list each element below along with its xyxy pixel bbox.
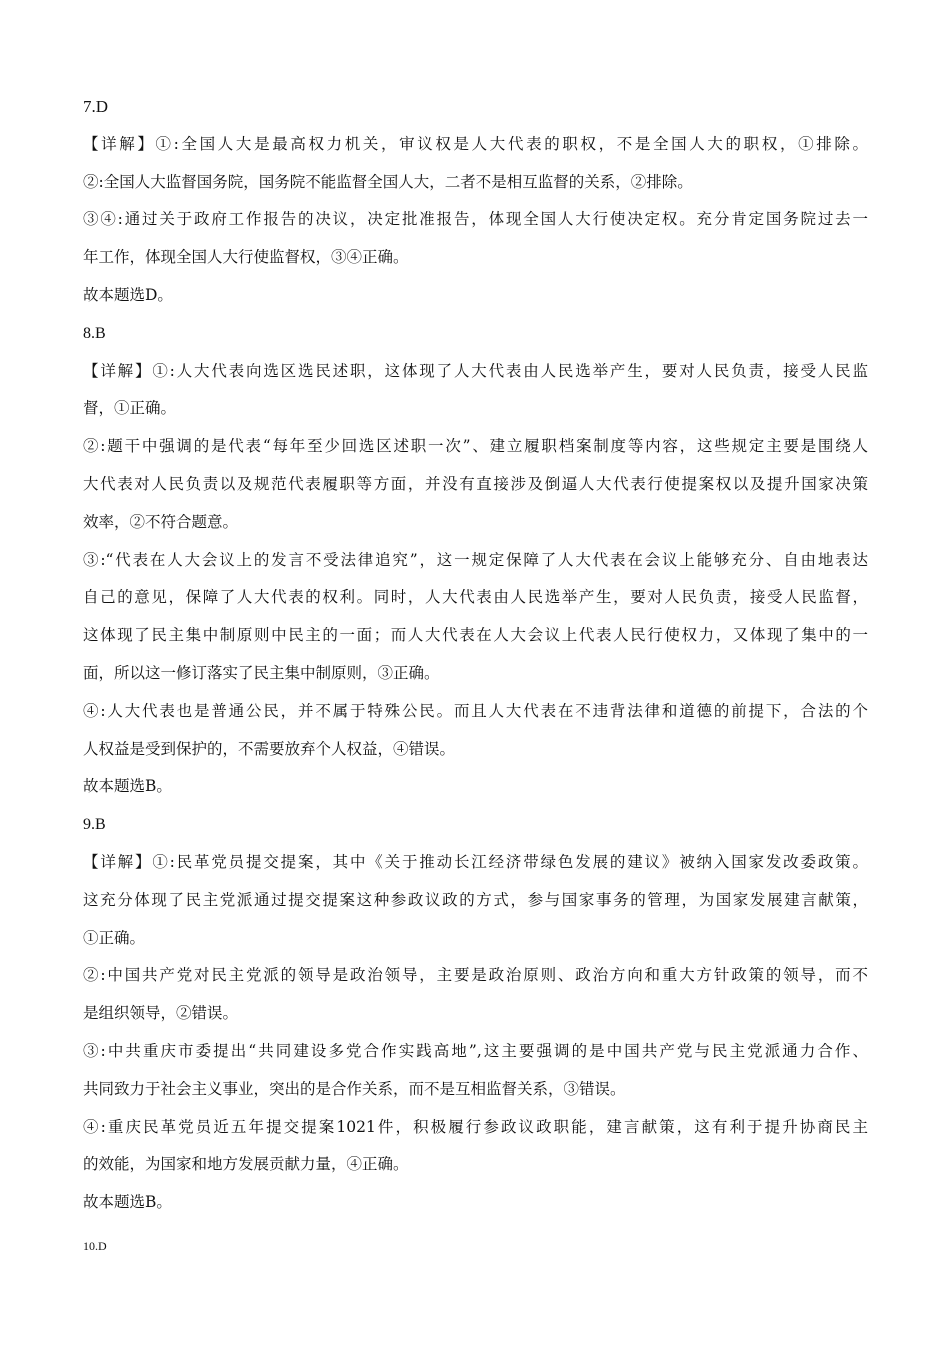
- question-9-conclusion: 故本题选B。: [83, 1193, 172, 1212]
- question-8-block: [83, 315, 868, 806]
- question-9-line-1: 【详解】①:民革党员提交提案，其中《关于推动长江经济带绿色发展的建议》被纳入国家发改委政策。: [83, 852, 868, 871]
- question-7-answer: 7.D: [83, 97, 109, 116]
- question-9-line-2: 这充分体现了民主党派通过提交提案这种参政议政的方式，参与国家事务的管理，为国家发展建言献策，: [83, 890, 868, 909]
- question-10-answer: 10.D: [83, 1238, 107, 1253]
- question-8-line-11: 人权益是受到保护的，不需要放弃个人权益，④错误。: [83, 739, 456, 758]
- question-7-block: [83, 88, 868, 315]
- question-8-line-5: 效率，②不符合题意。: [83, 512, 239, 531]
- question-9-block: [83, 806, 868, 1222]
- question-8-line-6: ③:“代表在人大会议上的发言不受法律追究”，这一规定保障了人大代表在会议上能够充分、自由地表达: [83, 550, 868, 569]
- question-9-line-5: 是组织领导，②错误。: [83, 1004, 239, 1023]
- question-7-line-3: ③④:通过关于政府工作报告的决议，决定批准报告，体现全国人大行使决定权。充分肯定国务院过去一: [83, 210, 868, 229]
- question-8-line-1: 【详解】①:人大代表向选区选民述职，这体现了人大代表由人民选举产生，要对人民负责，接受人民监: [83, 361, 868, 380]
- question-8-conclusion: 故本题选B。: [83, 777, 172, 796]
- question-8-line-2: 督，①正确。: [83, 399, 177, 418]
- answer-explanations-page: [83, 88, 868, 1266]
- question-9-line-9: 的效能，为国家和地方发展贡献力量，④正确。: [83, 1155, 409, 1174]
- question-8-answer: 8.B: [83, 324, 106, 342]
- question-9-line-6: ③:中共重庆市委提出“共同建设多党合作实践高地”,这主要强调的是中国共产党与民主党派通力合作、: [83, 1041, 868, 1060]
- question-8-line-8: 这体现了民主集中制原则中民主的一面；而人大代表在人大会议上代表人民行使权力，又体现了集中的一: [83, 626, 868, 645]
- question-7-line-1: 【详解】①:全国人大是最高权力机关，审议权是人大代表的职权，不是全国人大的职权，①排除。: [83, 134, 868, 153]
- question-9-line-3: ①正确。: [83, 928, 146, 947]
- question-7-line-2: ②:全国人大监督国务院，国务院不能监督全国人大，二者不是相互监督的关系，②排除。: [83, 172, 693, 191]
- question-7-conclusion: 故本题选D。: [83, 285, 173, 304]
- question-9-line-8: ④:重庆民革党员近五年提交提案1021件，积极履行参政议政职能，建言献策，这有利于提升协商民主: [83, 1117, 868, 1136]
- question-9-line-4: ②:中国共产党对民主党派的领导是政治领导，主要是政治原则、政治方向和重大方针政策的领导，而不: [83, 966, 868, 985]
- question-9-answer: 9.B: [83, 816, 106, 834]
- question-7-line-4: 年工作，体现全国人大行使监督权，③④正确。: [83, 248, 409, 267]
- question-8-line-7: 自己的意见，保障了人大代表的权利。同时，人大代表由人民选举产生，要对人民负责，接受人民监督，: [83, 588, 868, 607]
- question-9-line-7: 共同致力于社会主义事业，突出的是合作关系，而不是互相监督关系，③错误。: [83, 1079, 626, 1098]
- question-8-line-9: 面，所以这一修订落实了民主集中制原则，③正确。: [83, 663, 440, 682]
- question-8-line-3: ②:题干中强调的是代表“每年至少回选区述职一次”、建立履职档案制度等内容，这些规定主要是围绕人: [83, 437, 868, 456]
- question-8-line-4: 大代表对人民负责以及规范代表履职等方面，并没有直接涉及倒逼人大代表行使提案权以及提升国家决策: [83, 474, 868, 493]
- question-8-line-10: ④:人大代表也是普通公民，并不属于特殊公民。而且人大代表在不违背法律和道德的前提下，合法的个: [83, 701, 868, 720]
